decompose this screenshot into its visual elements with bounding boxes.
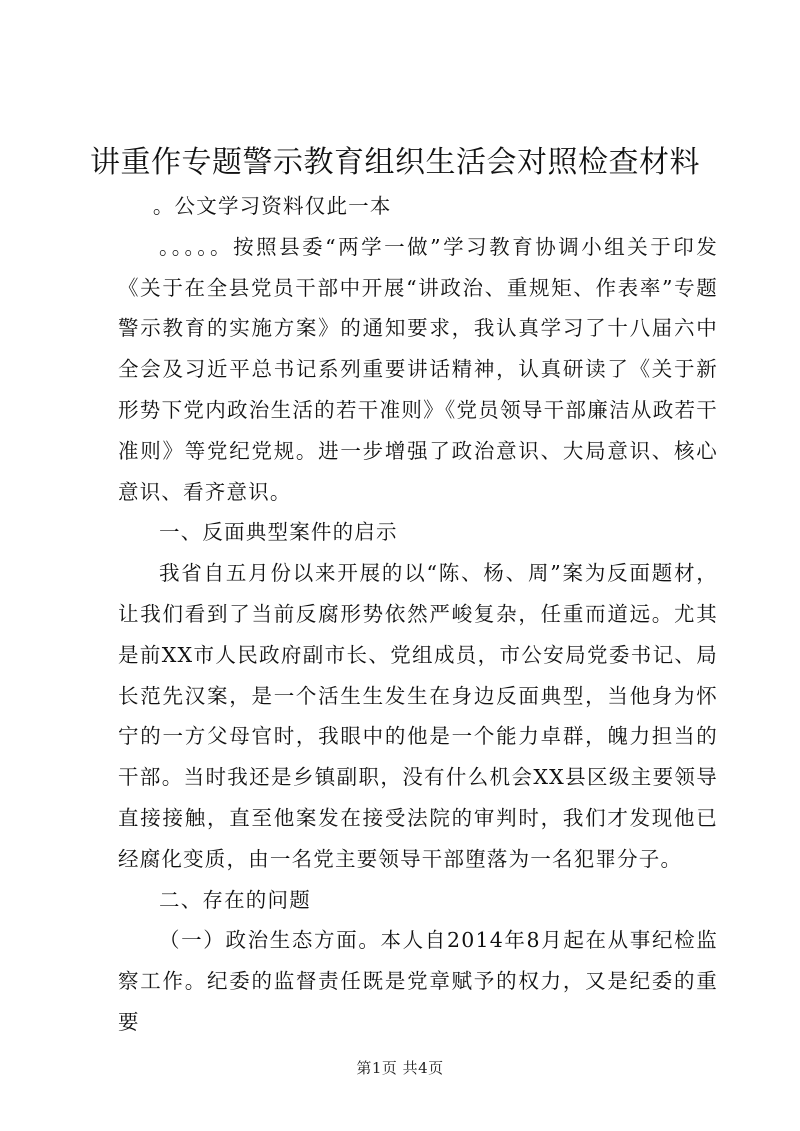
paragraph-intro: 。。。。。按照县委“两学一做”学习教育协调小组关于印发《关于在全县党员干部中开展“讲政治、重规矩、作表率”专题警示教育的实施方案》的通知要求，我认真学习了十八届六中全会及习近平总书记系列重要讲话精神，认真研读了《关于新形势下党内政治生活的若干准则》《党员领导干部廉洁从政若干准则》等党纪党规。进一步增强了政治意识、大局意识、核心意识、看齐意识。 bbox=[118, 234, 718, 504]
paragraph-source-note: 。公文学习资料仅此一本 bbox=[152, 194, 392, 218]
section-heading-2: 二、存在的问题 bbox=[159, 887, 311, 912]
paragraph-case-lessons: 我省自五月份以来开展的以“陈、杨、周”案为反面题材，让我们看到了当前反腐形势依然严峻复杂，任重而道远。尤其是前XX市人民政府副市长、党组成员，市公安局党委书记、局长范先汉案，是一个活生生发生在身边反面典型，当他身为怀宁的一方父母官时，我眼中的他是一个能力卓群，魄力担当的干部。当时我还是乡镇副职，没有什么机会XX县区级主要领导直接接触，直至他案发在接受法院的审判时，我们才发现他已经腐化变质，由一名党主要领导干部堕落为一名犯罪分子。 bbox=[118, 561, 718, 871]
document-body bbox=[118, 186, 718, 1043]
paragraph-political-ecology: （一）政治生态方面。本人自2014年8月起在从事纪检监察工作。纪委的监督责任既是党章赋予的权力，又是纪委的重要 bbox=[118, 928, 718, 1034]
document-title: 讲重作专题警示教育组织生活会对照检查材料 bbox=[90, 145, 700, 180]
section-heading-1: 一、反面典型案件的启示 bbox=[159, 520, 398, 545]
page-number-footer: 第1页 共4页 bbox=[356, 1059, 444, 1077]
